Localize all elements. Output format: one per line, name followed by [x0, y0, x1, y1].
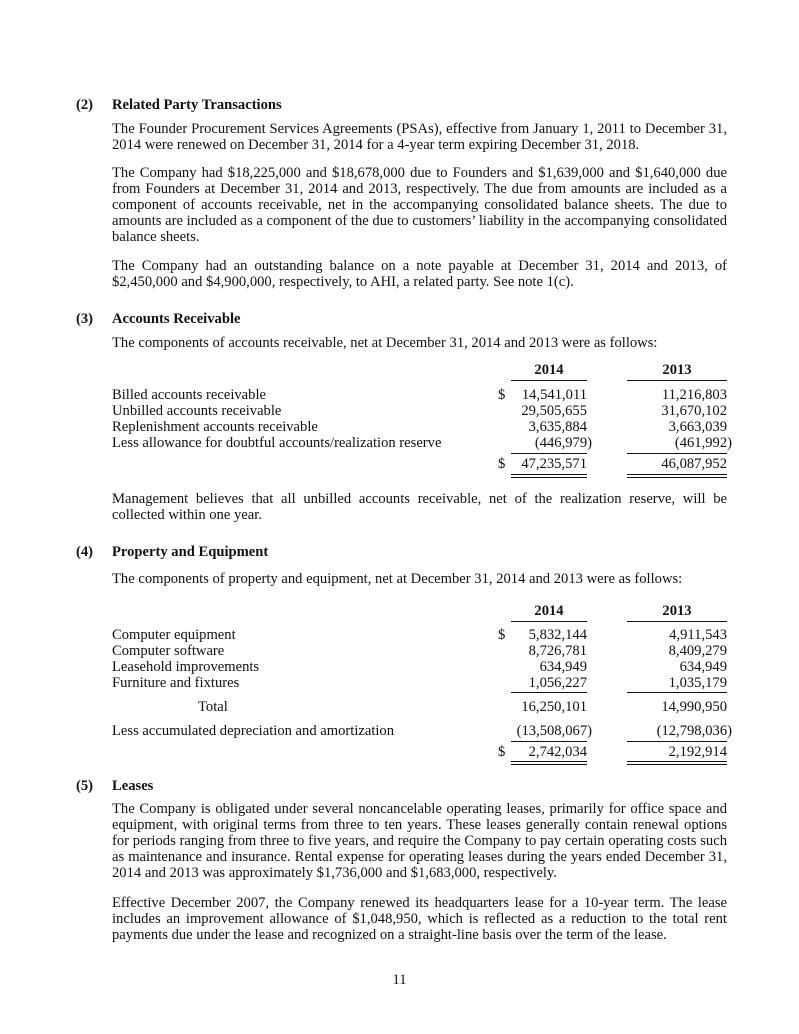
currency-symbol: $ [498, 456, 506, 472]
table-row [112, 419, 728, 435]
row-label: Billed accounts receivable [112, 387, 266, 403]
table-row [112, 675, 728, 691]
divider [627, 741, 727, 742]
page-number: 11 [392, 972, 407, 988]
table-row [112, 643, 728, 659]
total-2013: 46,087,952 [661, 456, 727, 472]
total-2013: 2,192,914 [668, 744, 727, 760]
divider [627, 692, 727, 693]
value-2013: (461,992) [674, 435, 732, 451]
total-row [112, 456, 728, 472]
double-underline [511, 761, 587, 765]
row-label: Computer software [112, 643, 225, 659]
column-header: 2013 [627, 362, 727, 381]
currency-symbol: $ [498, 387, 506, 403]
row-label: Unbilled accounts receivable [112, 403, 282, 419]
paragraph: The Company had $18,225,000 and $18,678,000 due to Founders and $1,639,000 and $1,640,000 due from Founders at December 31, 2014 and 2013, respectively. The due from amounts are included as a component of accounts receivable, net in the accompanying consolidated balance sheets. The due to amounts are included as a component of the due to customers’ liability in the accompanying consolidated balance sheets. [112, 165, 727, 245]
currency-symbol: $ [498, 627, 506, 643]
row-label: Total [198, 699, 228, 715]
total-row [112, 744, 728, 760]
value-2013: 8,409,279 [668, 643, 727, 659]
subtotal-row [112, 699, 728, 715]
paragraph: Effective December 2007, the Company renewed its headquarters lease for a 10-year term. The lease includes an improvement allowance of $1,048,950, which is reflected as a reduction to the total rent payments due under the lease and recognized on a straight-line basis over the term of the lease. [112, 895, 727, 943]
section-heading: Property and Equipment [112, 544, 269, 560]
table-row [112, 435, 732, 451]
paragraph: The Founder Procurement Services Agreements (PSAs), effective from January 1, 2011 to December 31, 2014 were renewed on December 31, 2014 for a 4-year term expiring December 31, 2018. [112, 121, 727, 153]
paragraph: The components of property and equipment, net at December 31, 2014 and 2013 were as follows: [112, 571, 683, 587]
double-underline [511, 474, 587, 478]
value-2014: 634,949 [539, 659, 587, 675]
value-2014: 8,726,781 [528, 643, 587, 659]
row-label: Furniture and fixtures [112, 675, 240, 691]
table-row [112, 387, 728, 403]
value-2014: (446,979) [534, 435, 592, 451]
section-number: (4) [76, 544, 94, 560]
section-number: (2) [76, 97, 94, 113]
section-number: (5) [76, 778, 94, 794]
row-label: Computer equipment [112, 627, 236, 643]
column-header: 2013 [627, 603, 727, 622]
value-2013: 3,663,039 [668, 419, 727, 435]
value-2014: 29,505,655 [521, 403, 587, 419]
value-2014: 1,056,227 [528, 675, 587, 691]
double-underline [627, 474, 727, 478]
table-row [112, 723, 732, 739]
value-2014: 5,832,144 [528, 627, 587, 643]
table-row [112, 403, 728, 419]
paragraph: The components of accounts receivable, net at December 31, 2014 and 2013 were as follows: [112, 335, 658, 351]
row-label: Less accumulated depreciation and amortization [112, 723, 395, 739]
value-2013: 4,911,543 [669, 627, 727, 643]
divider [511, 453, 587, 454]
value-2013: 31,670,102 [661, 403, 727, 419]
value-2014: 16,250,101 [521, 699, 587, 715]
divider [627, 453, 727, 454]
total-2014: 47,235,571 [521, 456, 587, 472]
section-number: (3) [76, 311, 94, 327]
value-2014: 14,541,011 [521, 387, 587, 403]
paragraph: The Company had an outstanding balance on a note payable at December 31, 2014 and 2013, of $2,450,000 and $4,900,000, respectively, to AHI, a related party. See note 1(c). [112, 258, 727, 290]
section-heading: Related Party Transactions [112, 97, 282, 113]
value-2013: 1,035,179 [668, 675, 727, 691]
value-2013: 634,949 [679, 659, 727, 675]
section-heading: Leases [112, 778, 154, 794]
table-row [112, 659, 728, 675]
paragraph: Management believes that all unbilled accounts receivable, net of the realization reserve, will be collected within one year. [112, 491, 727, 523]
paragraph: The Company is obligated under several noncancelable operating leases, primarily for office space and equipment, with original terms from three to ten years. These leases generally contain renewal options for periods ranging from three to five years, and require the Company to pay certain operating costs such as maintenance and insurance. Rental expense for operating leases during the years ended December 31, 2014 and 2013 was approximately $1,736,000 and $1,683,000, respectively. [112, 801, 727, 881]
total-2014: 2,742,034 [528, 744, 587, 760]
row-label: Less allowance for doubtful accounts/realization reserve [112, 435, 442, 451]
divider [511, 692, 587, 693]
divider [511, 741, 587, 742]
value-2014: (13,508,067) [516, 723, 592, 739]
value-2013: 14,990,950 [661, 699, 727, 715]
row-label: Leasehold improvements [112, 659, 260, 675]
currency-symbol: $ [498, 744, 506, 760]
section-heading: Accounts Receivable [112, 311, 241, 327]
value-2014: 3,635,884 [528, 419, 587, 435]
column-header: 2014 [511, 603, 587, 622]
double-underline [627, 761, 727, 765]
column-header: 2014 [511, 362, 587, 381]
row-label: Replenishment accounts receivable [112, 419, 318, 435]
table-row [112, 627, 728, 643]
value-2013: 11,216,803 [661, 387, 727, 403]
value-2013: (12,798,036) [656, 723, 732, 739]
